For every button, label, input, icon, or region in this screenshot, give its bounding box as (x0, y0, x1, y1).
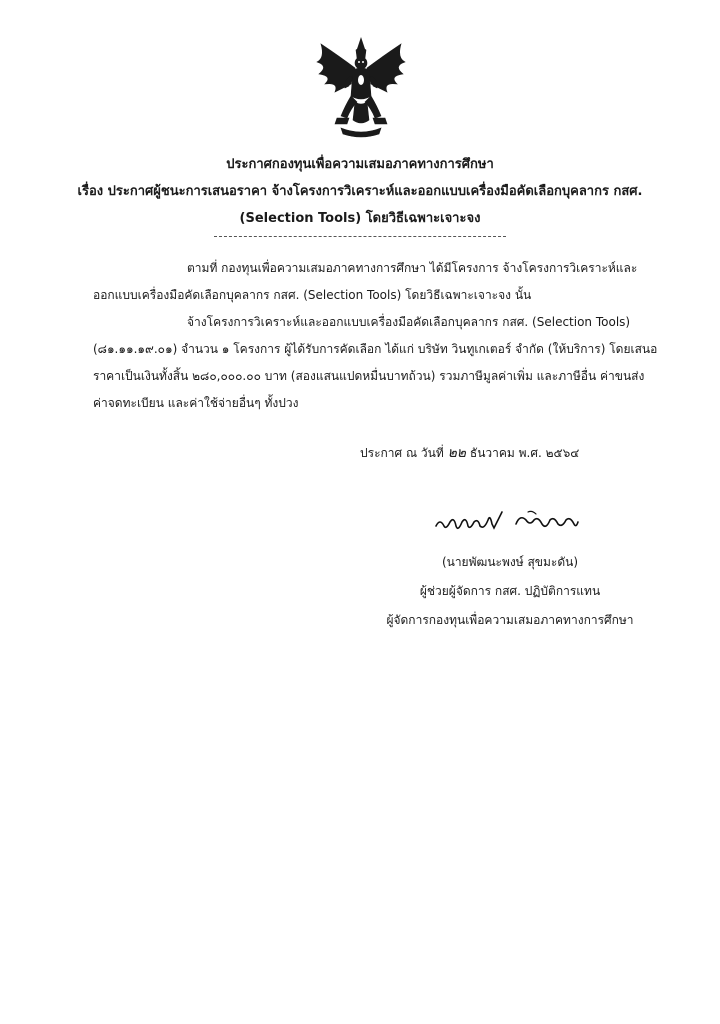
header-divider (214, 236, 506, 237)
paragraph1-line2: ออกแบบเครื่องมือคัดเลือกบุคลากร กสศ. (Selection Tools) โดยวิธีเฉพาะเจาะจง นั้น (93, 288, 532, 302)
announcement-date (360, 445, 579, 461)
signatory-position-line1: ผู้ช่วยผู้จัดการ กสศ. ปฏิบัติการแทน (419, 584, 601, 598)
garuda-emblem-icon (311, 36, 411, 141)
handwritten-signature (432, 508, 582, 538)
date-day-handwritten: ๒๒ (447, 445, 467, 461)
paragraph1-line1: ตามที่ กองทุนเพื่อความเสมอภาคทางการศึกษา ได้มีโครงการ จ้างโครงการวิเคราะห์และ (187, 261, 638, 275)
paragraph2-line1: จ้างโครงการวิเคราะห์และออกแบบเครื่องมือคัดเลือกบุคลากร กสศ. (Selection Tools) (187, 315, 631, 329)
paragraph2-line3: ราคาเป็นเงินทั้งสิ้น ๒๘๐,๐๐๐.๐๐ บาท (สองแสนแปดหมื่นบาทถ้วน) รวมภาษีมูลค่าเพิ่ม และภาษีอื่น ค่าขนส่ง (93, 369, 645, 383)
date-prefix: ประกาศ ณ วันที่ (360, 446, 444, 460)
date-month-year: ธันวาคม พ.ศ. ๒๕๖๔ (469, 446, 580, 460)
announcement-organization: ประกาศกองทุนเพื่อความเสมอภาคทางการศึกษา (226, 157, 494, 172)
paragraph2-line2: (๘๑.๑๑.๑๙.๐๑) จำนวน ๑ โครงการ ผู้ได้รับการคัดเลือก ได้แก่ บริษัท วินทูเกเตอร์ จำกัด (ให้บริการ) โดยเสนอ (93, 342, 658, 356)
announcement-subject-line1: เรื่อง ประกาศผู้ชนะการเสนอราคา จ้างโครงการวิเคราะห์และออกแบบเครื่องมือคัดเลือกบุคลากร กสศ. (77, 184, 643, 199)
signatory-position-line2: ผู้จัดการกองทุนเพื่อความเสมอภาคทางการศึกษา (386, 613, 634, 627)
announcement-subject-line2: (Selection Tools) โดยวิธีเฉพาะเจาะจง (239, 211, 481, 226)
paragraph2-line4: ค่าจดทะเบียน และค่าใช้จ่ายอื่นๆ ทั้งปวง (93, 396, 299, 410)
signatory-name: (นายพัฒนะพงษ์ สุขมะดัน) (441, 555, 579, 569)
